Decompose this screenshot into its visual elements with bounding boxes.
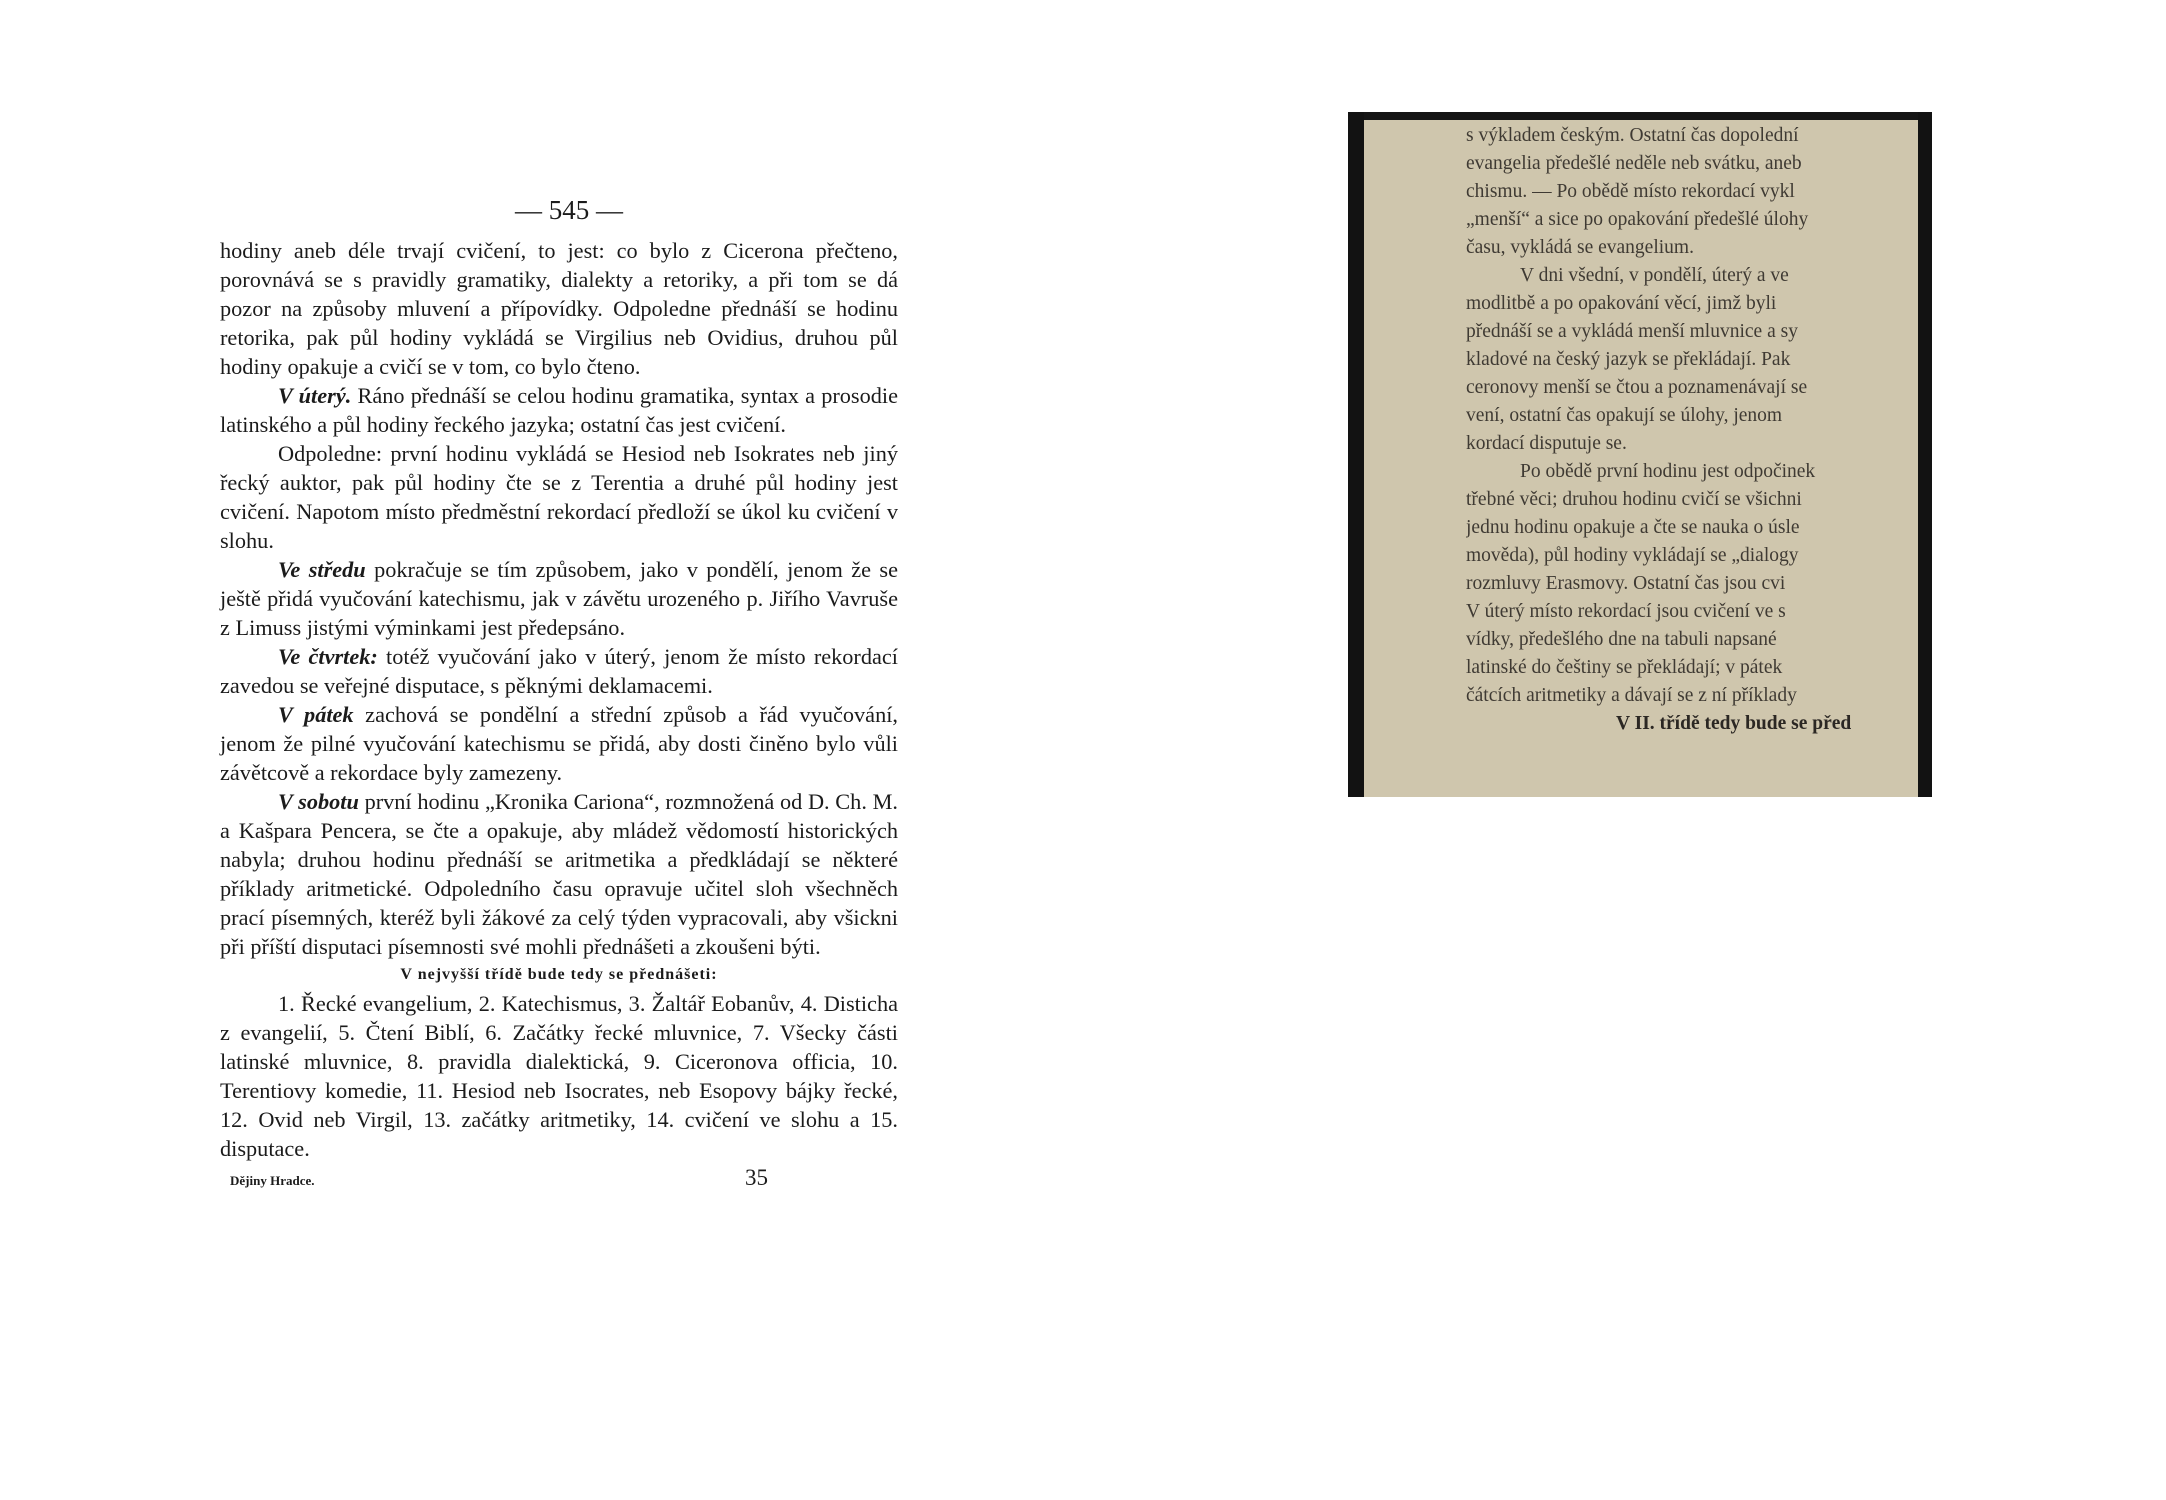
scan-line: latinské do češtiny se překládají; v pátek — [1466, 657, 1783, 678]
scan-line: Po obědě první hodinu jest odpočinek — [1520, 461, 1816, 482]
subject-list: 1. Řecké evangelium, 2. Katechismus, 3. Žaltář Eobanův, 4. Disticha z evangelií, 5. Čtení Biblí, 6. Začátky řecké mluvnice, 7. Všecky části latinské mluvnice, 8. pravidla dialektická, 9. Ciceronova officia, 10. Terentiovy komedie, 11. Hesiod neb Isocrates, neb Esopovy bájky řecké, 12. Ovid neb Virgil, 13. začátky aritmetiky, 14. cvičení ve slohu a 15. disputace. — [220, 991, 898, 1161]
footer-source: Dějiny Hradce. — [230, 1173, 315, 1188]
paragraph — [220, 236, 898, 381]
scan-line: ceronovy menší se čtou a poznamenávají se — [1466, 377, 1808, 398]
scan-line: třebné věci; druhou hodinu cvičí se všichni — [1466, 489, 1802, 510]
left-book-page — [220, 195, 898, 1195]
scan-line: vídky, předešlého dne na tabuli napsané — [1466, 629, 1777, 650]
scan-line: kordací disputuje se. — [1466, 433, 1627, 454]
scan-line: evangelia předešlé neděle neb svátku, aneb — [1466, 153, 1802, 174]
paragraph — [220, 381, 898, 439]
scan-line: V II. třídě tedy bude se před — [1616, 713, 1852, 734]
paragraph-text: hodiny aneb déle trvají cvičení, to jest: co bylo z Cicerona přečteno, porovnává se s pravidly gramatiky, dialekty a retoriky, a při tom se dá pozor na způsoby mluvení a přípovídky. Odpoledne přednáší se hodinu retorika, pak půl hodiny vykládá se Virgilius neb Ovidius, druhou půl hodiny opakuje a cvičí se v tom, co bylo čteno. — [220, 238, 898, 379]
scan-line: čátcích aritmetiky a dávají se z ní příklady — [1466, 685, 1797, 706]
day-heading: Ve středu — [278, 557, 366, 582]
paragraph — [220, 555, 898, 642]
scan-line: času, vykládá se evangelium. — [1466, 237, 1694, 258]
paragraph-text: Odpoledne: první hodinu vykládá se Hesiod neb Isokrates neb jiný řecký auktor, pak půl hodiny čte se z Terentia a druhé půl hodiny jest cvičení. Napotom místo předměstní rekordací předloží se úkol ku cvičení v slohu. — [220, 441, 898, 553]
scan-line: chismu. — Po obědě místo rekordací vykl — [1466, 181, 1795, 202]
scan-text-block — [1466, 122, 1932, 738]
scan-line: kladové na český jazyk se překládají. Pak — [1466, 349, 1791, 370]
scan-line: přednáší se a vykládá menší mluvnice a sy — [1466, 321, 1798, 342]
scan-border-top — [1348, 112, 1932, 120]
scan-line: movědа), půl hodiny vykládají se „dialogy — [1466, 545, 1799, 566]
scan-line: rozmluvy Erasmovy. Ostatní čas jsou cvi — [1466, 573, 1786, 594]
day-heading: Ve čtvrtek: — [278, 644, 378, 669]
page-footer — [220, 1165, 898, 1195]
scan-line: s výkladem českým. Ostatní čas dopolední — [1466, 125, 1799, 146]
paragraph-text: pokračuje se tím způsobem, jako v pondělí, jenom že se ještě přidá vyučování katechismu, jak v závětu urozeného p. Jiřího Vavruše z Limuss jistými výminkami jest předepsáno. — [220, 557, 898, 640]
footer-signature: 35 — [745, 1165, 768, 1190]
paragraph — [220, 700, 898, 787]
paragraph — [220, 439, 898, 555]
scan-line: jednu hodinu opakuje a čte se nauka o úsle — [1466, 517, 1800, 538]
paragraph-text: Ráno přednáší se celou hodinu gramatika, syntax a prosodie latinského a půl hodiny řeckého jazyka; ostatní čas jest cvičení. — [220, 383, 898, 437]
day-heading: V úterý. — [278, 383, 352, 408]
scan-line: vení, ostatní čas opakují se úlohy, jenom — [1466, 405, 1783, 426]
paragraph — [220, 642, 898, 700]
scan-border-left — [1348, 112, 1364, 797]
list-heading: V nejvyšší třídě bude tedy se přednášeti: — [400, 966, 718, 983]
day-heading: V sobotu — [278, 789, 359, 814]
scanned-page-fragment — [1348, 112, 1932, 797]
page-number: — 545 — — [515, 195, 623, 225]
scan-line: „menší“ a sice po opakování předešlé úlohy — [1466, 209, 1809, 230]
scan-line: V dni všední, v pondělí, úterý a ve — [1520, 265, 1789, 286]
day-heading: V pátek — [278, 702, 354, 727]
paragraph-text: první hodinu „Kronika Cariona“, rozmnožená od D. Ch. M. a Kašpara Pencera, se čte a opakuje, aby mládež vědomostí historických nabyla; druhou hodinu přednáší se aritmetika a předkládají se některé příklady aritmetické. Odpoledního času opravuje učitel sloh všechněch prací písemných, kteréž byli žákové za celý týden vypracovali, aby všickni při příští disputaci písemnosti své mohli přednášeti a zkoušeni býti. — [220, 789, 898, 959]
paragraph-text: totéž vyučování jako v úterý, jenom že místo rekordací zavedou se veřejné disputace, s pěknými deklamacemi. — [220, 644, 898, 698]
paragraph — [220, 787, 898, 961]
paragraph-text: zachová se pondělní a střední způsob a řád vyučování, jenom že pilné vyučování katechismu se přidá, aby dosti činěno bylo vůli závětcově a rekordace byly zamezeny. — [220, 702, 898, 785]
scan-line: modlitbě a po opakování věcí, jimž byli — [1466, 293, 1777, 314]
scan-line: V úterý místo rekordací jsou cvičení ve s — [1466, 601, 1786, 622]
